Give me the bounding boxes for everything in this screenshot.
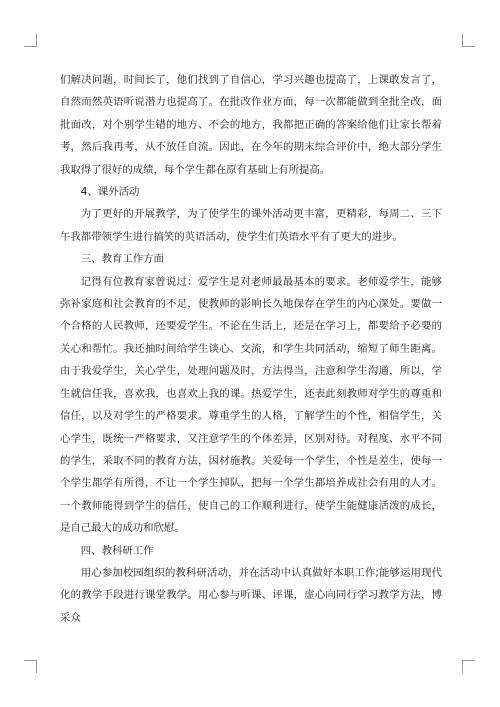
section-heading-research: 四、教科研工作 — [80, 544, 154, 557]
crop-mark-bottom-left — [24, 660, 37, 673]
paragraph-continuation: 们解决问题，时间长了，他们找到了自信心，学习兴趣也提高了，上课敢发言了，自然而然英语听说潜力也提高了。在批改作业方面，每一次都能做到全批全改，面批面改，对个别学生错的地方、不会的地方，我都把正确的答案给他们让家长帮着考，然后我再考，从不放任自流。因此，在今年的期末综合评价中，绝大部分学生我取得了很好的成绩，每个学生都在原有基础上有所提高。 — [60, 74, 442, 176]
section-heading-extracurricular: 4、课外活动 — [80, 186, 140, 199]
paragraph-research: 用心参加校园组织的教科研活动，并在活动中认真做好本职工作;能够运用现代化的教学手段进行课堂教学。用心参与听课、评课，虚心向同行学习教学方法，博采众 — [60, 566, 442, 624]
crop-mark-top-right — [462, 34, 475, 47]
crop-mark-bottom-right — [462, 660, 475, 673]
paragraph-extracurricular: 为了更好的开展教学，为了使学生的课外活动更丰富，更精彩，每周二、三下午我都带领学生进行搞笑的英语活动，使学生们英语水平有了更大的进步。 — [60, 208, 442, 243]
document-body — [60, 69, 442, 629]
crop-mark-top-left — [24, 34, 37, 47]
section-heading-education: 三、教育工作方面 — [80, 253, 164, 266]
paragraph-education: 记得有位教育家曾说过：爱学生是对老师最最基本的要求。老师爱学生，能够弥补家庭和社会教育的不足，使教师的影响长久地保存在学生的内心深处。要做一个合格的人民教师，还要爱学生。不论在生活上，还是在学习上，都要给予必要的关心和帮忙。我还抽时间给学生谈心、交流，和学生共同活动，缩短了师生距离。由于我爱学生，关心学生，处理问题及时，方法得当，注意和学生沟通，所以，学生就信任我，喜欢我，也喜欢上我的课。热爱学生，还表此刻教师对学生的尊重和信任，以及对学生的严格要求。尊重学生的人格，了解学生的个性，相信学生，关心学生，既统一严格要求，又注意学生的个体差异，区别对待。对程度、水平不同的学生，采取不同的教育方法，因材施教。关爱每一个学生，个性是差生，使每一个学生都学有所得，不让一个学生掉队，把每一个学生都培养成社会有用的人才。一个教师能得到学生的信任，使自己的工作顺利进行，使学生能健康活泼的成长，是自己最大的成功和欣慰。 — [60, 275, 442, 535]
